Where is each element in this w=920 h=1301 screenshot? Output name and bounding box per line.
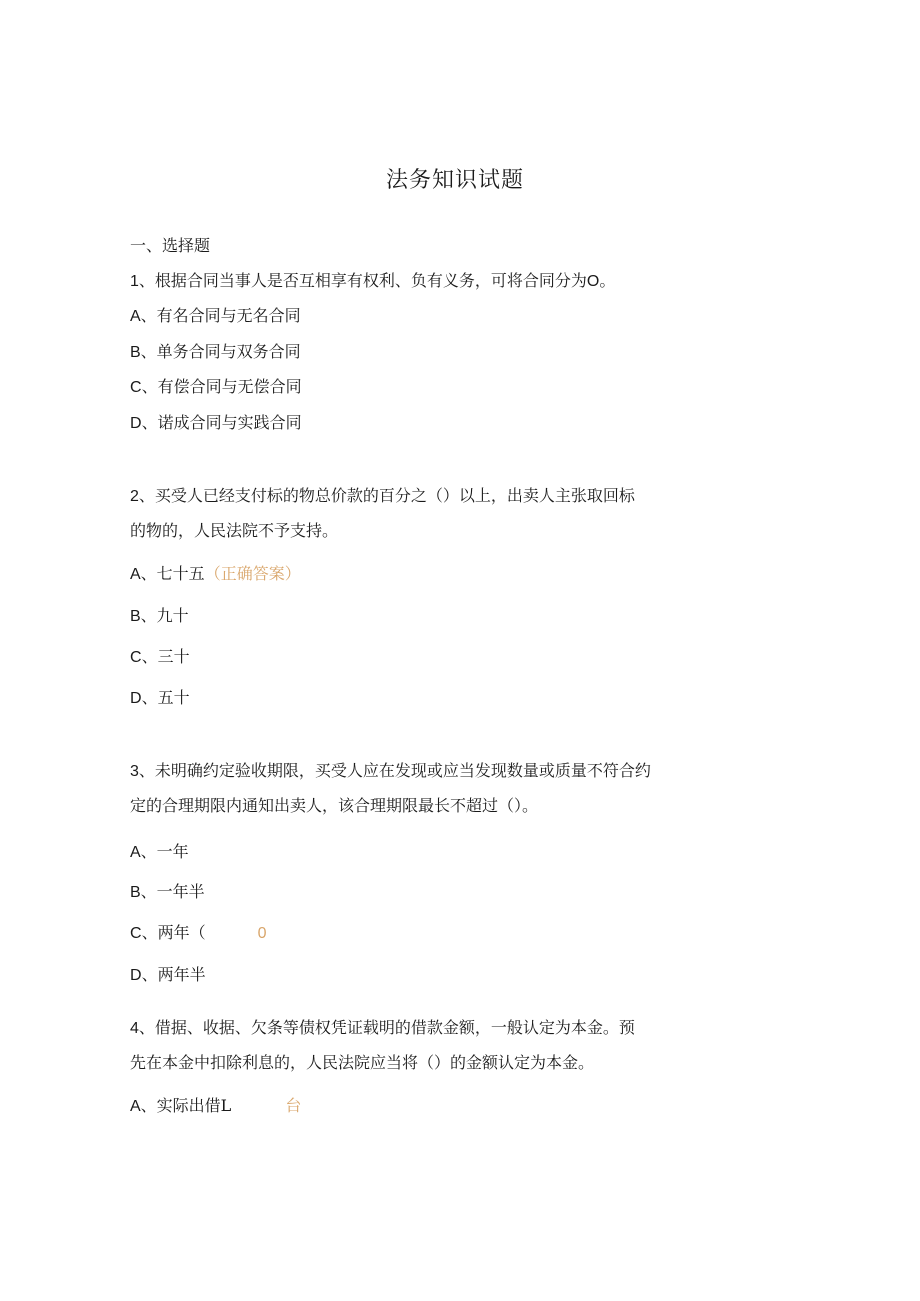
- q3-option-b: [130, 881, 205, 904]
- correct-answer-mark: （正确答案）: [204, 564, 301, 583]
- option-text: 、有偿合同与无偿合同: [141, 377, 302, 396]
- q1-option-a: [130, 305, 301, 328]
- option-text: 、两年（: [141, 923, 206, 942]
- option-letter: C: [130, 925, 142, 942]
- option-text: 、三十: [141, 647, 190, 666]
- option-text: 、有名合同与无名合同: [140, 306, 301, 325]
- page-title: 法务知识试题: [385, 168, 524, 193]
- question-4: [130, 1017, 635, 1040]
- option-text: 、实际出借L: [140, 1096, 232, 1115]
- q1-option-c: [130, 376, 302, 399]
- question-number: 1: [130, 273, 139, 290]
- question-2-line-2: 的物的，人民法院不予支持。: [130, 521, 339, 540]
- option-letter: D: [130, 415, 142, 432]
- question-number: 3: [130, 763, 139, 780]
- question-2: [130, 485, 635, 508]
- option-text: 、五十: [141, 688, 190, 707]
- q2-option-d: [130, 687, 190, 710]
- option-letter: A: [130, 1098, 141, 1115]
- question-number: 4: [130, 1020, 139, 1037]
- question-3-line-2: 定的合理期限内通知出卖人，该合理期限最长不超过（）。: [130, 796, 539, 815]
- option-letter: D: [130, 690, 142, 707]
- question-1: [130, 270, 615, 293]
- question-number: 2: [130, 488, 139, 505]
- q3-option-a: [130, 841, 189, 864]
- option-letter: C: [130, 379, 142, 396]
- question-text: 、根据合同当事人是否互相享有权利、负有义务，可将合同分为: [138, 271, 587, 290]
- correct-answer-mark: 0: [257, 925, 267, 942]
- option-text: 、九十: [140, 606, 189, 625]
- option-letter: B: [130, 884, 141, 901]
- q2-option-b: [130, 605, 189, 628]
- q3-option-d: [130, 964, 206, 987]
- option-letter: C: [130, 649, 142, 666]
- option-text: 、单务合同与双务合同: [140, 342, 301, 361]
- option-text: 、七十五: [140, 564, 205, 583]
- q1-option-b: [130, 341, 301, 364]
- question-text: 、未明确约定验收期限，买受人应在发现或应当发现数量或质量不符合约: [138, 761, 651, 780]
- q3-option-c: [130, 922, 266, 945]
- q1-option-d: [130, 412, 302, 435]
- q2-option-c: [130, 646, 190, 669]
- option-letter: A: [130, 566, 141, 583]
- question-tail: O。: [586, 273, 616, 290]
- option-letter: A: [130, 308, 141, 325]
- option-letter: A: [130, 844, 141, 861]
- option-letter: D: [130, 967, 142, 984]
- question-3: [130, 760, 651, 783]
- option-text: 、一年: [140, 842, 189, 861]
- section-heading: 一、选择题: [130, 236, 211, 255]
- option-text: 、一年半: [140, 882, 205, 901]
- option-text: 、两年半: [141, 965, 206, 984]
- q4-option-a: [130, 1095, 301, 1118]
- question-text: 、借据、收据、欠条等债权凭证载明的借款金额，一般认定为本金。预: [138, 1018, 635, 1037]
- question-4-line-2: 先在本金中扣除利息的，人民法院应当将（）的金额认定为本金。: [130, 1053, 595, 1072]
- option-letter: B: [130, 608, 141, 625]
- option-text: 、诺成合同与实践合同: [141, 413, 302, 432]
- correct-answer-mark: 台: [285, 1096, 302, 1115]
- question-text: 、买受人已经支付标的物总价款的百分之（）以上，出卖人主张取回标: [138, 486, 635, 505]
- option-letter: B: [130, 344, 141, 361]
- q2-option-a: [130, 563, 301, 586]
